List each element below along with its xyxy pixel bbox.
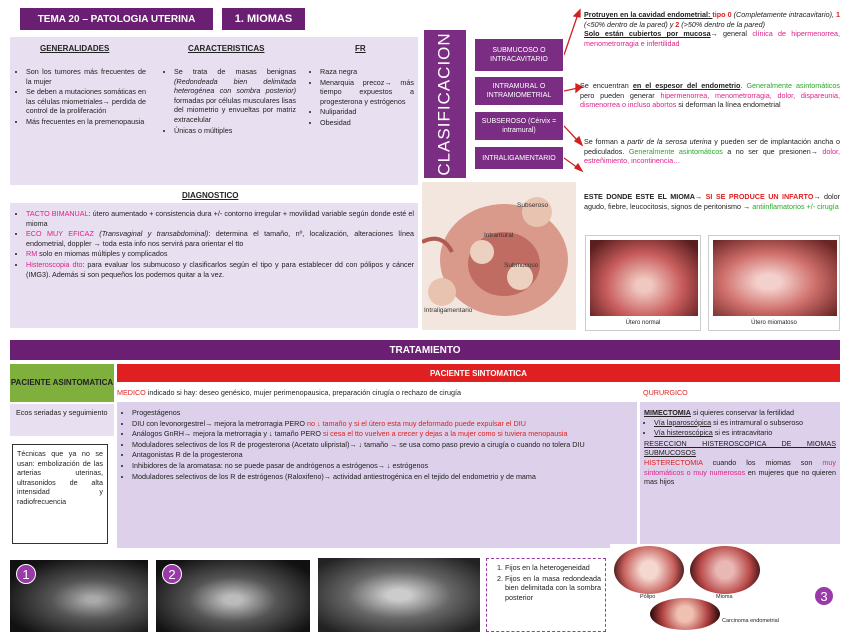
dx-item: • ECO MUY EFICAZ (Transvaginal y transabdominal): determina el tamaño, nº, localización, alteraciones línea endometrial, doppler → toda esta info nos servirá para orientar el tto — [26, 229, 414, 248]
fr-item: • Menarquia precoz→ más tiempo expuestos a progesterona y estrógenos — [320, 78, 414, 107]
label-intraligamentario: Intraligamentario — [424, 307, 473, 314]
fr-item: • Nuliparidad — [320, 107, 414, 117]
ultrasound-image-3 — [318, 558, 480, 632]
medico-list — [122, 408, 632, 482]
med-item: • Análogos GnRH→ mejora la metrorragia y ↓ tamaño PERO si cesa el tto vuelven a crecer y dejas a la mujer como si tuviera menopausia — [132, 429, 632, 439]
col-generalidades: GENERALIDADES — [40, 44, 110, 53]
note-item: 2. Fijos en la masa redondeada bien delimitada con la sombra posterior — [505, 574, 601, 603]
caption-carcinoma: Carcinoma endometrial — [722, 618, 779, 624]
med-item: • Moduladores selectivos de los R de estrógenos (Raloxifeno)→ actividad antiestrogénica en el tejido del endometrio y de mama — [132, 472, 632, 482]
label-subseroso: Subseroso — [517, 202, 549, 209]
gen-item: • Se deben a mutaciones somáticas en las células miometriales→ perdida de control de la proliferación — [26, 87, 146, 116]
class-submucoso: SUBMUCOSO O INTRACAVITARIO — [474, 38, 564, 72]
label-submucoso: Submucoso — [504, 262, 539, 269]
quirurgico-text: MIMECTOMIA si quieres conservar la fertilidad • Vía laparoscópica si es intramural o subseroso • Vía histeroscópica si es intracavitario RESECCION HISTEROSCOPICA DE MIOMAS SUBMUCOSOS HISTERECTOMIA cuando los miomas son muy sintomáticos o muy numerosos en mujeres que no quieren mas hijos — [644, 408, 836, 487]
polipo-photo — [614, 546, 684, 594]
caracteristicas-list — [164, 67, 296, 136]
tecnicas-box: Técnicas que ya no se usan: embolización de las arterias uterinas, ultrasonidos de alta intensidad y radiofrecuencia — [12, 444, 108, 544]
carcinoma-photo — [650, 598, 720, 630]
dx-item: • RM solo en miomas múltiples y complicados — [26, 249, 414, 259]
med-item: • Progestágenos — [132, 408, 632, 418]
diagnostico-list — [16, 209, 414, 280]
caption-mioma: Mioma — [716, 594, 733, 600]
utero-miomatoso-caption: Útero miomatoso — [751, 320, 797, 326]
gen-item: • Más frecuentes en la premenopausia — [26, 117, 146, 127]
dx-item: • TACTO BIMANUAL: útero aumentado + consistencia dura +/- contorno irregular + movilidad variable según donde esté el mioma — [26, 209, 414, 228]
fr-list — [310, 67, 414, 129]
class-intraligamentario: INTRALIGAMENTARIO — [474, 146, 564, 170]
caption-polipo: Pólipo — [640, 594, 656, 600]
med-item: • DIU con levonorgestrel→ mejora la metrorragia PERO no ↓ tamaño y si el útero esta muy deformado puede expulsar el DIU — [132, 419, 632, 429]
utero-normal-caption: Útero normal — [625, 320, 661, 326]
label-intramural: Intramural — [484, 232, 514, 239]
section-title: 1. MIOMAS — [222, 8, 305, 30]
note-item: 1. Fijos en la heterogeneidad — [505, 563, 601, 573]
med-item: • Moduladores selectivos de los R de progesterona (Acetato ulipristal)→ ↓ tamaño → se usa como paso previo a cirugía o cuando no tolera DIU — [132, 440, 632, 450]
ultrasound-notes — [486, 558, 606, 632]
col-fr: FR — [355, 44, 366, 53]
subseroso-desc: Se forman a partir de la serosa uterina y pueden ser de implantación ancha o pediculados. Generalmente asintomáticos a no ser que presionen→ dolor, estreñimiento, incontinencia… — [584, 137, 840, 166]
ultrasound-image-2 — [156, 560, 310, 632]
badge-2: 2 — [162, 564, 182, 584]
dx-item: • Histeroscopia dto: para evaluar los submucoso y clasificarlos según el tipo y para establecer dd con pólipos y cáncer (IMG3). Además si son pequeños los podemos quitar a la vez. — [26, 260, 414, 279]
utero-normal-photo — [585, 235, 701, 331]
med-item: • Inhibidores de la aromatasa: no se puede pasar de andrógenos a estrógenos→ ↓ estrógenos — [132, 461, 632, 471]
mioma-photo — [690, 546, 760, 594]
diagnostico-title: DIAGNOSTICO — [182, 191, 239, 200]
uterus-diagram — [422, 182, 576, 330]
fr-item: • Raza negra — [320, 67, 414, 77]
infarto-desc: ESTE DONDE ESTE EL MIOMA→ SI SE PRODUCE UN INFARTO→ dolor agudo, fiebre, leucocitosis, signos de peritonismo → antiinflamatorios +/- cirugía — [584, 192, 840, 211]
col-caracteristicas: CARACTERISTICAS — [188, 44, 265, 53]
medico-intro: MEDICO indicado si hay: deseo genésico, mujer perimenopausica, preparación cirugía o rechazo de cirugía — [117, 388, 461, 397]
quir-item: • Vía histeroscópica si es intracavitario — [654, 428, 836, 438]
sintomatica-header: PACIENTE SINTOMATICA — [117, 364, 840, 382]
fr-item: • Obesidad — [320, 118, 414, 128]
ultrasound-image-1 — [10, 560, 148, 632]
clasificacion-banner: CLASIFICACION — [424, 30, 466, 178]
car-item: • Únicas o múltiples — [174, 126, 296, 136]
eco-text: Ecos seriadas y seguimiento — [16, 408, 108, 417]
utero-miomatoso-photo — [708, 235, 840, 331]
quirurgico-title: QURURGICO — [643, 388, 688, 397]
intramural-desc: Se encuentran en el espesor del endometrio. Generalmente asintomáticos pero pueden generar hipermenorrea, menometrorragia, dolor, dispareunia, dismenorrea o incluso abortos si deforman la línea endometrial — [580, 81, 840, 110]
badge-1: 1 — [16, 564, 36, 584]
tema-title: TEMA 20 – PATOLOGIA UTERINA — [20, 8, 213, 30]
badge-3: 3 — [814, 586, 834, 606]
hysteroscopy-panel — [610, 544, 840, 634]
class-intramural: INTRAMURAL O INTRAMIOMETRIAL — [474, 76, 564, 106]
generalidades-list — [16, 67, 146, 128]
tratamiento-title: TRATAMIENTO — [10, 340, 840, 360]
asintomatica-header: PACIENTE ASINTOMATICA — [10, 364, 114, 402]
class-subseroso: SUBSEROSO (Cérvix = intramural) — [474, 111, 564, 141]
submucoso-desc: Protruyen en la cavidad endometrial: tipo 0 (Completamente intracavitario), 1 (<50% dentro de la pared) y 2 (>50% dentro de la pared) Solo están cubiertos por mucosa→ general clínica de hipermenorrea, menometrorragia e infertilidad — [584, 10, 840, 48]
gen-item: • Son los tumores más frecuentes de la mujer — [26, 67, 146, 86]
car-item: • Se trata de masas benignas (Redondeada bien delimitada heterogénea con sombra posterior) formadas por células musculares lisas del miometrio y envueltas por matriz extracelular — [174, 67, 296, 125]
med-item: • Antagonistas R de la progesterona — [132, 450, 632, 460]
quir-item: • Vía laparoscópica si es intramural o subseroso — [654, 418, 836, 428]
